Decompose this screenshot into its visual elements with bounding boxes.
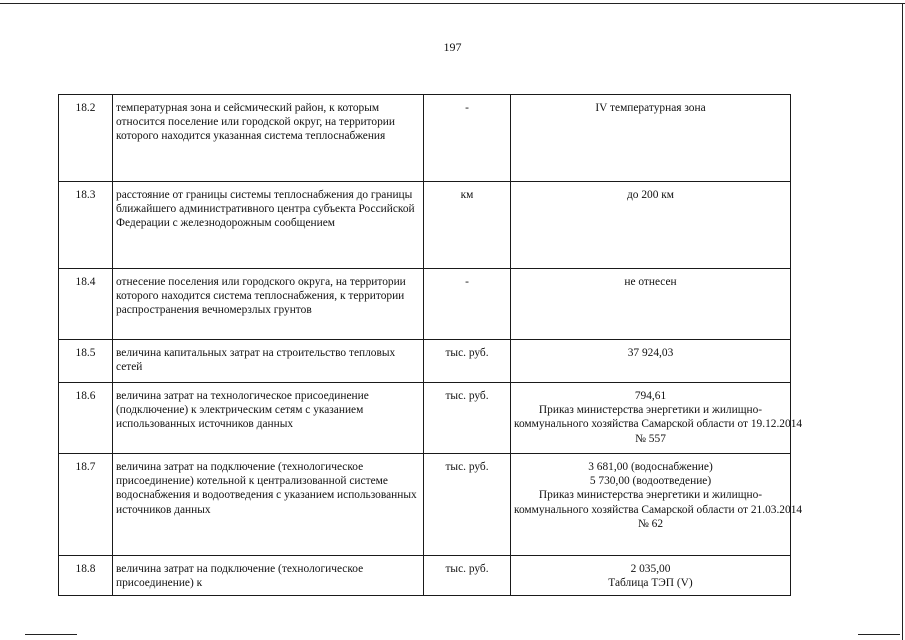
value-line: Таблица ТЭП (V) <box>608 577 693 590</box>
row-number: 18.7 <box>59 454 113 556</box>
value-line: IV температурная зона <box>595 102 706 114</box>
value-line: коммунального хозяйства Самарской области от 21.03.2014 <box>514 503 803 516</box>
row-number: 18.3 <box>59 182 113 269</box>
value-cell <box>511 383 803 454</box>
table-row <box>59 340 791 383</box>
unit-cell: - <box>424 95 511 182</box>
parameter-text: температурная зона и сейсмический район, к которым относится поселение или городской округ, на территории которого находится указанная система теплоснабжения <box>116 102 395 143</box>
unit-cell: тыс. руб. <box>424 340 511 383</box>
parameters-table <box>58 94 803 596</box>
value-cell <box>511 340 791 383</box>
parameter-cell <box>113 556 424 596</box>
value-cell <box>511 182 791 269</box>
parameter-cell <box>113 454 424 556</box>
value-line: коммунального хозяйства Самарской области от 19.12.2014 <box>514 418 803 431</box>
unit-cell: тыс. руб. <box>424 383 511 454</box>
table-row <box>59 454 791 556</box>
value-line: 3 681,00 (водоснабжение) <box>588 461 713 473</box>
table-row <box>59 182 791 269</box>
table-row <box>59 95 791 182</box>
value-line: № 62 <box>637 517 664 530</box>
parameter-text: величина затрат на подключение (технологическое присоединение) к <box>116 563 364 590</box>
value-cell <box>511 454 803 556</box>
table-row <box>59 269 791 340</box>
value-line: 794,61 <box>634 390 667 402</box>
value-line: не отнесен <box>624 276 677 288</box>
value-line: 5 730,00 (водоотведение) <box>589 475 712 488</box>
value-cell <box>511 269 791 340</box>
value-line: № 557 <box>635 432 666 445</box>
row-number: 18.2 <box>59 95 113 182</box>
parameter-cell <box>113 269 424 340</box>
table-row <box>59 556 791 596</box>
table-row <box>59 383 791 454</box>
top-border-line <box>0 3 905 4</box>
value-line: до 200 км <box>626 189 674 201</box>
bottom-left-mark <box>25 634 77 635</box>
row-number: 18.5 <box>59 340 113 383</box>
bottom-right-mark <box>858 634 900 635</box>
parameter-cell <box>113 340 424 383</box>
parameter-text: отнесение поселения или городского округа, на территории которого находится система теплоснабжения, к территории распространения вечномерзлых грунтов <box>116 276 406 317</box>
unit-cell: тыс. руб. <box>424 556 511 596</box>
row-number: 18.8 <box>59 556 113 596</box>
value-line: Приказ министерства энергетики и жилищно- <box>538 489 763 502</box>
page-number: 197 <box>443 40 462 54</box>
row-number: 18.6 <box>59 383 113 454</box>
parameter-text: величина затрат на подключение (технологическое присоединение) котельной к централизованной системе водоснабжения и водоотведения с указанием использованных источников данных <box>116 461 417 516</box>
value-cell <box>511 556 791 596</box>
table-body <box>59 95 803 596</box>
parameter-cell <box>113 182 424 269</box>
unit-cell: - <box>424 269 511 340</box>
parameter-cell <box>113 383 424 454</box>
right-border-line <box>902 3 903 640</box>
unit-cell: тыс. руб. <box>424 454 511 556</box>
parameter-text: расстояние от границы системы теплоснабжения до границы ближайшего административного центра субъекта Российской Федерации с железнодорожным сообщением <box>116 189 415 230</box>
value-line: Приказ министерства энергетики и жилищно- <box>538 404 763 417</box>
row-number: 18.4 <box>59 269 113 340</box>
value-line: 37 924,03 <box>627 347 674 359</box>
parameter-cell <box>113 95 424 182</box>
parameter-text: величина капитальных затрат на строительство тепловых сетей <box>116 347 396 374</box>
value-line: 2 035,00 <box>630 563 671 575</box>
parameter-text: величина затрат на технологическое присоединение (подключение) к электрическим сетям с указанием использованных источников данных <box>116 390 369 431</box>
value-cell <box>511 95 791 182</box>
unit-cell: км <box>424 182 511 269</box>
